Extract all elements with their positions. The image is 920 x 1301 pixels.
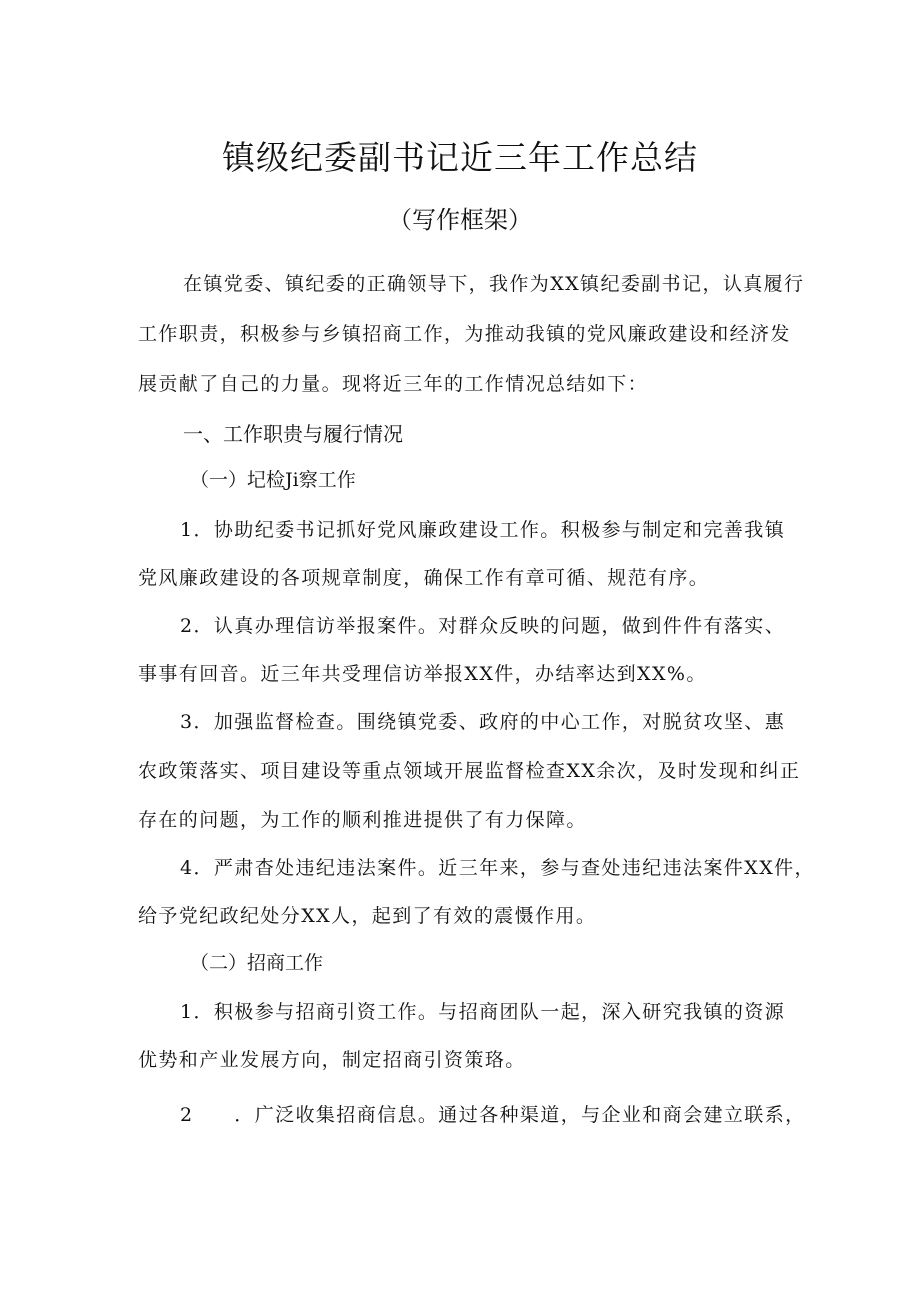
subsection-heading: （一）圮检Ji察工作	[190, 469, 356, 491]
intro-line: 工作职责，积极参与乡镇招商工作，为推动我镇的党风廉政建设和经济发	[138, 323, 791, 345]
list-item-line: 存在的问题，为工作的顺利推进提供了有力保障。	[138, 809, 587, 831]
intro-line: 在镇党委、镇纪委的正确领导下，我作为XX镇纪委副书记，认真履行	[183, 273, 805, 295]
intro-line: 展贡献了自己的力量。现将近三年的工作情况总结如下：	[138, 373, 649, 395]
list-item-line: 农政策落实、项目建设等重点领域开展监督检查XX余次，及时发现和纠正	[138, 760, 801, 782]
document-subtitle: （写作框架）	[388, 206, 532, 234]
list-item-line: 1．协助纪委书记抓好党风廉政建设工作。积极参与制定和完善我镇	[180, 519, 786, 541]
list-item-line: 优势和产业发展方向，制定招商引资策珞。	[138, 1049, 526, 1071]
list-item-line: 3．加强监督检查。围绕镇党委、政府的中心工作，对脱贫攻坚、惠	[180, 711, 786, 733]
list-item-line: 1．积极参与招商引资工作。与招商团队一起，深入研究我镇的资源	[180, 1001, 786, 1023]
list-item-line: 事事有回音。近三年共受理信访举报XX件，办结率达到XX%。	[138, 663, 707, 685]
list-item-line: 2．认真办理信访举报案件。对群众反映的问题，做到件件有落实、	[180, 615, 786, 637]
list-item-line: 2 ．广泛收集招商信息。通过各种渠道，与企业和商会建立联系，	[180, 1104, 806, 1126]
subsection-heading: （二）招商工作	[190, 952, 324, 974]
list-item-line: 给予党纪政纪处分XX人，起到了有效的震慑作用。	[138, 905, 597, 927]
section-heading: 一、工作职贵与履行情况	[183, 422, 403, 446]
list-item-line: 党风廉政建设的各项规章制度，确保工作有章可循、规范有序。	[138, 567, 710, 589]
list-item-line: 4．严肃杳处违纪违法案件。近三年来，参与查处违纪违法案件XX件，	[180, 857, 815, 879]
document-title: 镇级纪委副书记近三年工作总结	[222, 138, 698, 177]
